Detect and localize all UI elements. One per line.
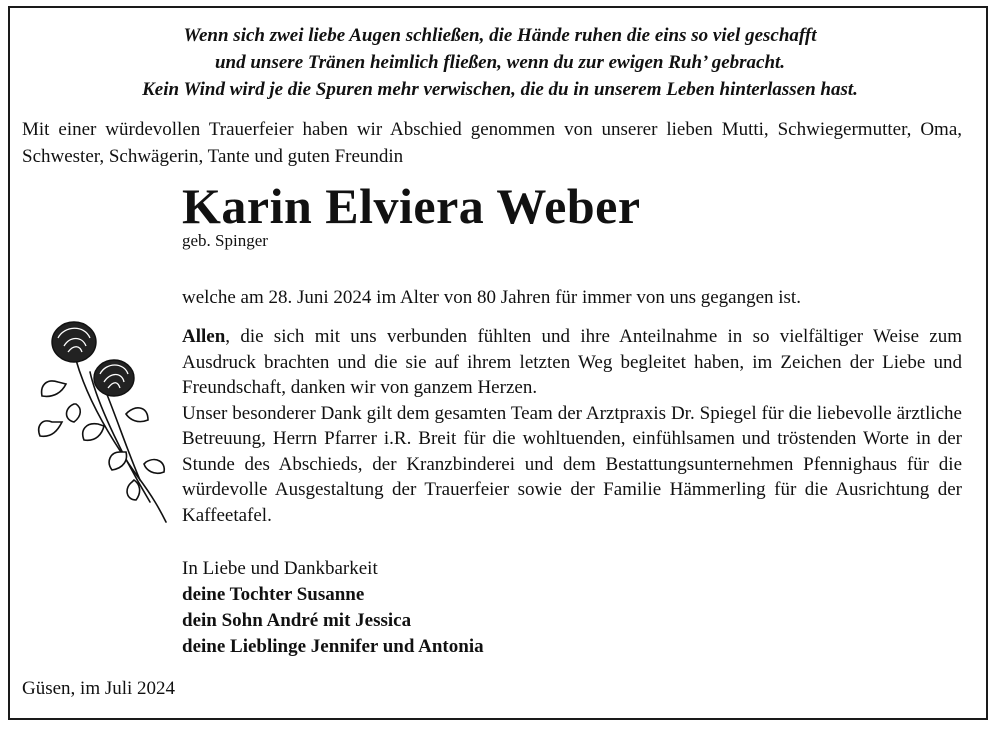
poem-line: Wenn sich zwei liebe Augen schließen, die Hände ruhen die eins so viel geschafft [183, 25, 817, 46]
place-date: Güsen, im Juli 2024 [22, 678, 176, 699]
thanks-lead-word: Allen [182, 326, 226, 347]
signature-line: deine Lieblinge Jennifer und Antonia [182, 636, 484, 657]
intro-text: Mit einer würdevollen Trauerfeier haben wir Abschied genommen von unserer lieben Mutti, Schwiegermutter, Oma, Schwester, Schwägerin, Tante und guten Freundin [22, 119, 962, 167]
poem [20, 22, 980, 103]
rose-icon [28, 312, 178, 527]
deceased-name: Karin Elviera Weber [182, 178, 641, 234]
thanks-first-paragraph: , die sich mit uns verbunden fühlten und ihre Anteilnahme in so vielfältiger Weise zum Ausdruck brachten und die sie auf ihrem letzten Weg begleitet haben, im Zeichen der Liebe und Freundschaft, danken wir von ganzem Herzen. [182, 326, 962, 398]
thanks-paragraph [182, 324, 962, 401]
signature-line: deine Tochter Susanne [182, 584, 365, 605]
thanks-second-paragraph: Unser besonderer Dank gilt dem gesamten Team der Arztpraxis Dr. Spiegel für die liebevolle ärztliche Betreuung, Herrn Pfarrer i.R. Breit für die wohltuenden, einfühlsamen und tröstenden Worte in der Stunde des Abschieds, der Kranzbinderei und dem Bestattungsunternehmen Pfennighaus für die würdevolle Ausgestaltung der Trauerfeier sowie der Familie Hämmerling für die Ausrichtung der Kaffeetafel. [182, 402, 962, 526]
death-notice: welche am 28. Juni 2024 im Alter von 80 Jahren für immer von uns gegangen ist. [182, 287, 801, 308]
birth-name: geb. Spinger [182, 231, 268, 250]
thanks-text [182, 324, 962, 528]
signature-line: dein Sohn André mit Jessica [182, 610, 412, 631]
signature [182, 556, 484, 660]
signature-closing: In Liebe und Dankbarkeit [182, 558, 378, 579]
poem-line: und unsere Tränen heimlich fließen, wenn du zur ewigen Ruh’ gebracht. [214, 52, 786, 73]
poem-line: Kein Wind wird je die Spuren mehr verwischen, die du in unserem Leben hinterlassen hast. [142, 79, 858, 100]
